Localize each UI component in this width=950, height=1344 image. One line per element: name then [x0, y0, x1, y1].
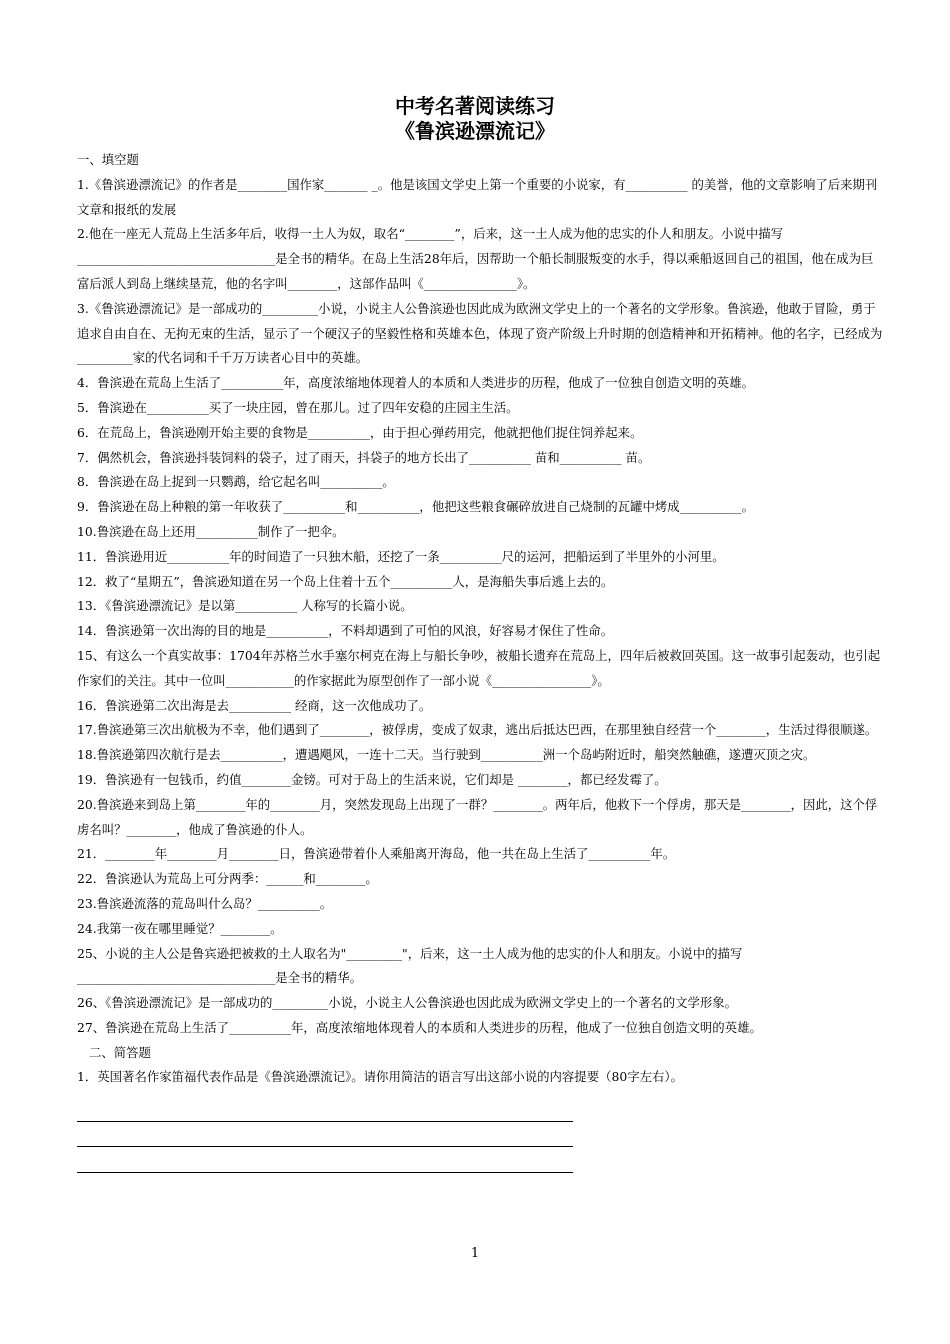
- question-item: 3.《鲁滨逊漂流记》是一部成功的_________小说，小说主人公鲁滨逊也因此成为欧洲文学史上的一个著名的文学形象。鲁滨逊，他敢于冒险，勇于追求自由自在、无拘无束的生活，显示了一个硬汉子的坚毅性格和英雄本色，体现了资产阶级上升时期的创造精神和开拓精神。他的名字，已经成为_________家的代名词和千千万万读者心目中的英雄。: [77, 300, 883, 366]
- question-item: 5．鲁滨逊在__________买了一块庄园，曾在那儿。过了四年安稳的庄园主生活。: [77, 399, 519, 415]
- question-item: 18.鲁滨逊第四次航行是去__________，遭遇飓风，一连十二天。当行驶到__________洲一个岛屿附近时，船突然触礁，遂遭灭顶之灾。: [77, 747, 816, 763]
- question-item: 1.《鲁滨逊漂流记》的作者是________国作家_______ _。他是该国文学史上第一个重要的小说家，有__________ 的美誉，他的文章影响了后来期刊文章和报纸的发展: [77, 176, 878, 217]
- short-answer-question: 1．英国著名作家笛福代表作品是《鲁滨逊漂流记》。请你用简洁的语言写出这部小说的内容提要（80字左右）。: [77, 1069, 683, 1085]
- question-item: 25、小说的主人公是鲁宾逊把被救的土人取名为"_________"，后来，这一土人成为他的忠实的仆人和朋友。小说中的描写________________________________是全书的精华。: [77, 945, 743, 986]
- page-number: 1: [470, 1246, 480, 1261]
- question-item: 15、有这么一个真实故事：1704年苏格兰水手塞尔柯克在海上与船长争吵，被船长遗弃在荒岛上，四年后被救回英国。这一故事引起轰动，也引起作家们的关注。其中一位叫___________的作家据此为原型创作了一部小说《________________》。: [77, 647, 881, 688]
- question-item: 4．鲁滨逊在荒岛上生活了__________年，高度浓缩地体现着人的本质和人类进步的历程，他成了一位独自创造文明的英雄。: [77, 375, 754, 391]
- document-subtitle: 《鲁滨逊漂流记》: [395, 119, 555, 143]
- question-item: 12．救了“星期五”，鲁滨逊知道在另一个岛上住着十五个__________人，是海船失事后逃上去的。: [77, 573, 614, 589]
- question-item: 27、鲁滨逊在荒岛上生活了__________年，高度浓缩地体现着人的本质和人类进步的历程，他成了一位独自创造文明的英雄。: [77, 1019, 762, 1035]
- question-item: 14．鲁滨逊第一次出海的目的地是__________，不料却遇到了可怕的风浪，好容易才保住了性命。: [77, 623, 614, 639]
- question-item: 22．鲁滨逊认为荒岛上可分两季：______和________。: [77, 871, 378, 887]
- document-body: [77, 148, 883, 1173]
- question-item: 11．鲁滨逊用近__________年的时间造了一只独木船，还挖了一条__________尺的运河，把船运到了半里外的小河里。: [77, 548, 725, 564]
- question-item: 23.鲁滨逊流落的荒岛叫什么岛？__________。: [77, 895, 333, 911]
- question-item: 2.他在一座无人荒岛上生活多年后，收得一土人为奴，取名“________”，后来，这一土人成为他的忠实的仆人和朋友。小说中描写________________________________是全书的精华。在岛上生活28年后，因帮助一个船长制服叛变的水手，得以乘船返回自己的祖国，他在成为巨富后派人到岛上继续垦荒，他的名字叫________，这部作品叫《_______________》。: [77, 226, 874, 291]
- answer-lines: [77, 1096, 883, 1173]
- question-item: 17.鲁滨逊第三次出航极为不幸，他们遇到了________，被俘虏，变成了奴隶，逃出后抵达巴西，在那里独自经营一个________，生活过得很顺遂。: [77, 722, 878, 738]
- question-item: 6．在荒岛上，鲁滨逊刚开始主要的食物是__________，由于担心弹药用完，他就把他们捉住饲养起来。: [77, 424, 643, 440]
- question-list: [77, 173, 883, 1041]
- section-heading-short-answer: 二、简答题: [89, 1044, 151, 1060]
- answer-line[interactable]: [77, 1147, 573, 1173]
- question-item: 21．________年________月________日，鲁滨逊带着仆人乘船离开海岛，他一共在岛上生活了__________年。: [77, 846, 676, 862]
- answer-line[interactable]: [77, 1122, 573, 1148]
- question-item: 8．鲁滨逊在岛上捉到一只鹦鹉，给它起名叫__________。: [77, 474, 395, 490]
- question-item: 13．《鲁滨逊漂流记》是以第__________ 人称写的长篇小说。: [77, 598, 413, 614]
- question-item: 7．偶然机会，鲁滨逊抖装饲料的袋子，过了雨天，抖袋子的地方长出了__________ 苗和__________ 苗。: [77, 449, 651, 465]
- document-title: 中考名著阅读练习: [395, 94, 555, 118]
- question-item: 26、《鲁滨逊漂流记》是一部成功的_________小说，小说主人公鲁滨逊也因此成为欧洲文学史上的一个著名的文学形象。: [77, 995, 738, 1011]
- question-item: 9．鲁滨逊在岛上种粮的第一年收获了__________和__________，他把这些粮食碾碎放进自己烧制的瓦罐中烤成__________。: [77, 499, 754, 515]
- question-item: 24.我第一夜在哪里睡觉？________。: [77, 920, 283, 936]
- question-item: 10.鲁滨逊在岛上还用__________制作了一把伞。: [77, 523, 345, 539]
- question-item: 16．鲁滨逊第二次出海是去__________ 经商，这一次他成功了。: [77, 697, 432, 713]
- answer-line[interactable]: [77, 1096, 573, 1122]
- question-item: 19．鲁滨逊有一包钱币，约值________金镑。可对于岛上的生活来说，它们却是 ________，都已经发霉了。: [77, 771, 667, 787]
- question-item: 20.鲁滨逊来到岛上第________年的________月，突然发现岛上出现了一群？________。两年后，他救下一个俘虏，那天是________，因此，这个俘虏名叫？________，他成了鲁滨逊的仆人。: [77, 796, 878, 837]
- section-heading-fill-in: 一、填空题: [77, 152, 139, 167]
